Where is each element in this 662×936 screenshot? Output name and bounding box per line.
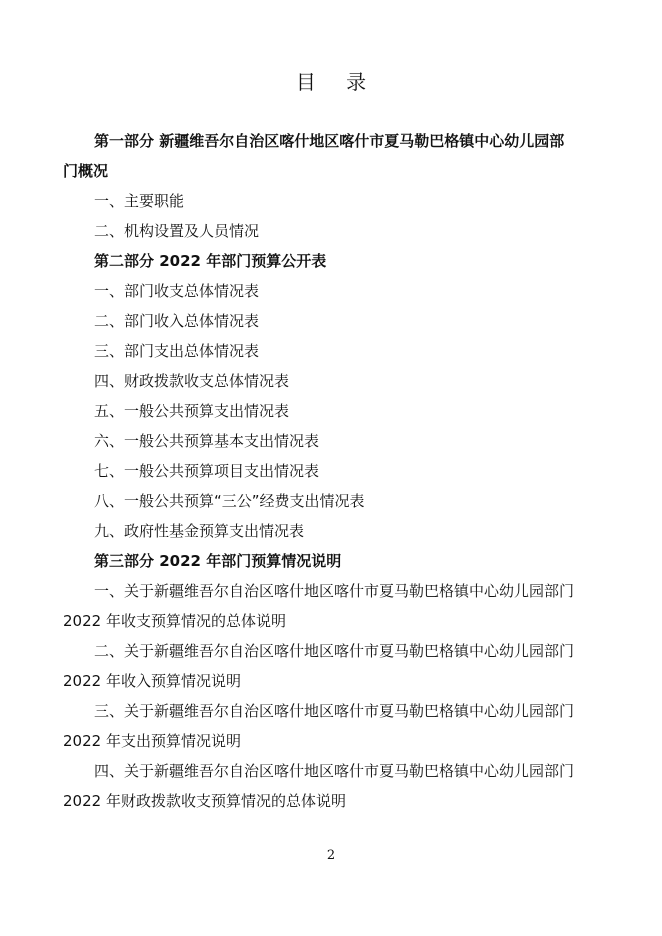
toc-item: 八、一般公共预算“三公”经费支出情况表 xyxy=(94,492,365,510)
toc-item-continued: 2022 年收入预算情况说明 xyxy=(63,672,241,690)
toc-item: 五、一般公共预算支出情况表 xyxy=(94,402,290,420)
toc-part3-heading: 第三部分 2022 年部门预算情况说明 xyxy=(94,552,342,570)
toc-item: 七、一般公共预算项目支出情况表 xyxy=(94,462,320,480)
page-number: 2 xyxy=(326,848,336,863)
toc-item: 三、关于新疆维吾尔自治区喀什地区喀什市夏马勒巴格镇中心幼儿园部门 xyxy=(94,702,575,720)
toc-item: 三、部门支出总体情况表 xyxy=(94,342,260,360)
toc-item: 二、部门收入总体情况表 xyxy=(94,312,260,330)
toc-item: 一、部门收支总体情况表 xyxy=(94,282,260,300)
toc-item-continued: 2022 年财政拨款收支预算情况的总体说明 xyxy=(63,792,346,810)
toc-item-continued: 2022 年收支预算情况的总体说明 xyxy=(63,612,286,630)
toc-item: 六、一般公共预算基本支出情况表 xyxy=(94,432,320,450)
table-of-contents xyxy=(63,126,603,816)
toc-item: 九、政府性基金预算支出情况表 xyxy=(94,522,305,540)
toc-item: 一、关于新疆维吾尔自治区喀什地区喀什市夏马勒巴格镇中心幼儿园部门 xyxy=(94,582,575,600)
toc-item: 四、关于新疆维吾尔自治区喀什地区喀什市夏马勒巴格镇中心幼儿园部门 xyxy=(94,762,575,780)
toc-item: 二、关于新疆维吾尔自治区喀什地区喀什市夏马勒巴格镇中心幼儿园部门 xyxy=(94,642,575,660)
toc-item: 四、财政拨款收支总体情况表 xyxy=(94,372,290,390)
toc-item: 二、机构设置及人员情况 xyxy=(94,222,260,240)
toc-part1-heading-continued: 门概况 xyxy=(63,162,109,180)
page-title: 目 录 xyxy=(295,70,379,94)
toc-part1-heading: 第一部分 新疆维吾尔自治区喀什地区喀什市夏马勒巴格镇中心幼儿园部 xyxy=(94,132,565,150)
toc-item: 一、主要职能 xyxy=(94,192,185,210)
toc-part2-heading: 第二部分 2022 年部门预算公开表 xyxy=(94,252,327,270)
toc-item-continued: 2022 年支出预算情况说明 xyxy=(63,732,241,750)
